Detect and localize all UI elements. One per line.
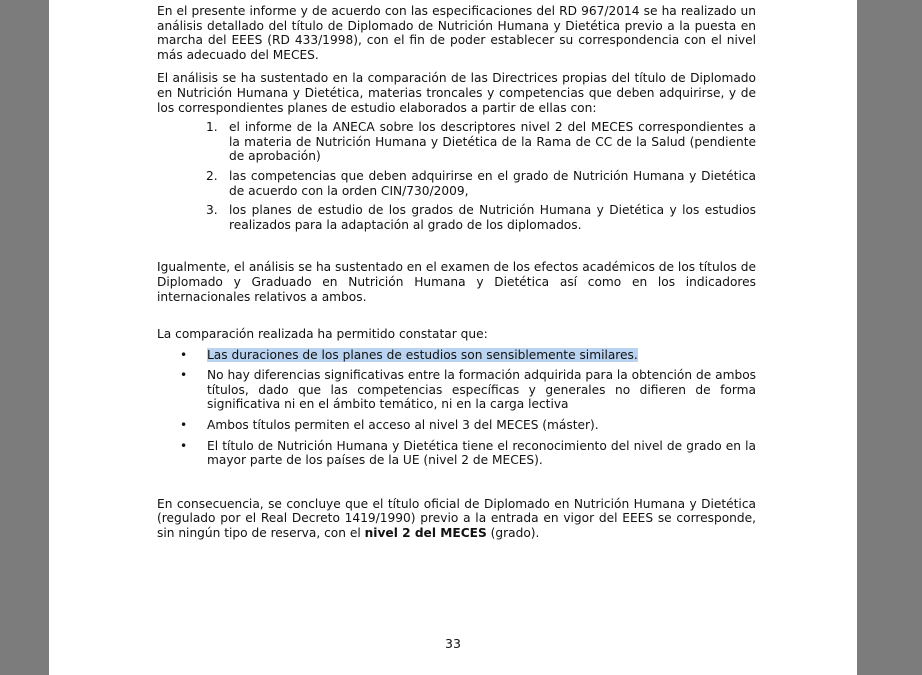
list-item-text: los planes de estudio de los grados de Nutrición Humana y Dietética y los estudios realizados para la adaptación al grado de los diplomados. bbox=[229, 203, 756, 232]
paragraph-comparison: La comparación realizada ha permitido constatar que: bbox=[157, 327, 488, 342]
list-item bbox=[157, 439, 756, 468]
bullet-icon: • bbox=[180, 347, 188, 362]
list-item bbox=[157, 418, 756, 433]
highlighted-text[interactable]: Las duraciones de los planes de estudios son sensiblemente similares. bbox=[207, 347, 638, 362]
bullet-icon: • bbox=[180, 368, 188, 383]
list-number: 3. bbox=[206, 203, 218, 218]
list-item-text: las competencias que deben adquirirse en el grado de Nutrición Humana y Dietética de acuerdo con la orden CIN/730/2009, bbox=[229, 168, 756, 198]
conclusion-end-text: (grado). bbox=[486, 526, 540, 541]
bullet-list bbox=[157, 348, 756, 468]
bullet-icon: • bbox=[180, 438, 188, 453]
paragraph-analysis: El análisis se ha sustentado en la comparación de las Directrices propias del título de Diplomado en Nutrición Humana y Dietética, materias troncales y competencias que deben adquirirse, y de los correspondientes planes de estudio elaborados a partir de ellas con: bbox=[157, 71, 756, 115]
list-item bbox=[157, 348, 756, 363]
list-item bbox=[157, 203, 756, 232]
bullet-icon: • bbox=[180, 418, 188, 433]
list-item bbox=[157, 120, 756, 164]
conclusion-text: En consecuencia, se concluye que el título oficial de Diplomado en Nutrición Humana y Dietética (regulado por el Real Decreto 1419/1990) previo a la entrada en vigor del EEES se corresponde, sin ningún tipo de reserva, con el bbox=[157, 496, 756, 541]
conclusion-bold-text: nivel 2 del MECES bbox=[364, 526, 487, 541]
list-item-text: El título de Nutrición Humana y Dietética tiene el reconocimiento del nivel de grado en la mayor parte de los países de la UE (nivel 2 de MECES). bbox=[207, 438, 756, 468]
list-item-text: el informe de la ANECA sobre los descriptores nivel 2 del MECES correspondientes a la materia de Nutrición Humana y Dietética de la Rama de CC de la Salud (pendiente de aprobación) bbox=[229, 120, 756, 164]
list-item-text: No hay diferencias significativas entre la formación adquirida para la obtención de ambos títulos, dado que las competencias específicas y generales no difieren de forma significativa ni en el ámbito temático, ni en la carga lectiva bbox=[207, 368, 756, 412]
document-page bbox=[49, 0, 857, 675]
page-content bbox=[157, 4, 756, 541]
list-item bbox=[157, 368, 756, 412]
paragraph-conclusion bbox=[157, 497, 756, 541]
list-item bbox=[157, 169, 756, 198]
list-item-text: Ambos títulos permiten el acceso al nivel 3 del MECES (máster). bbox=[207, 418, 599, 433]
numbered-list bbox=[157, 120, 756, 232]
page-number: 33 bbox=[445, 636, 461, 651]
paragraph-likewise: Igualmente, el análisis se ha sustentado en el examen de los efectos académicos de los títulos de Diplomado y Graduado en Nutrición Humana y Dietética así como en los indicadores internacionales relativos a ambos. bbox=[157, 260, 756, 304]
list-number: 2. bbox=[206, 168, 218, 183]
list-number: 1. bbox=[206, 120, 218, 135]
paragraph-intro: En el presente informe y de acuerdo con las especificaciones del RD 967/2014 se ha realizado un análisis detallado del título de Diplomado de Nutrición Humana y Dietética previo a la puesta en marcha del EEES (RD 433/1998), con el fin de poder establecer su correspondencia con el nivel más adecuado del MECES. bbox=[157, 4, 756, 62]
